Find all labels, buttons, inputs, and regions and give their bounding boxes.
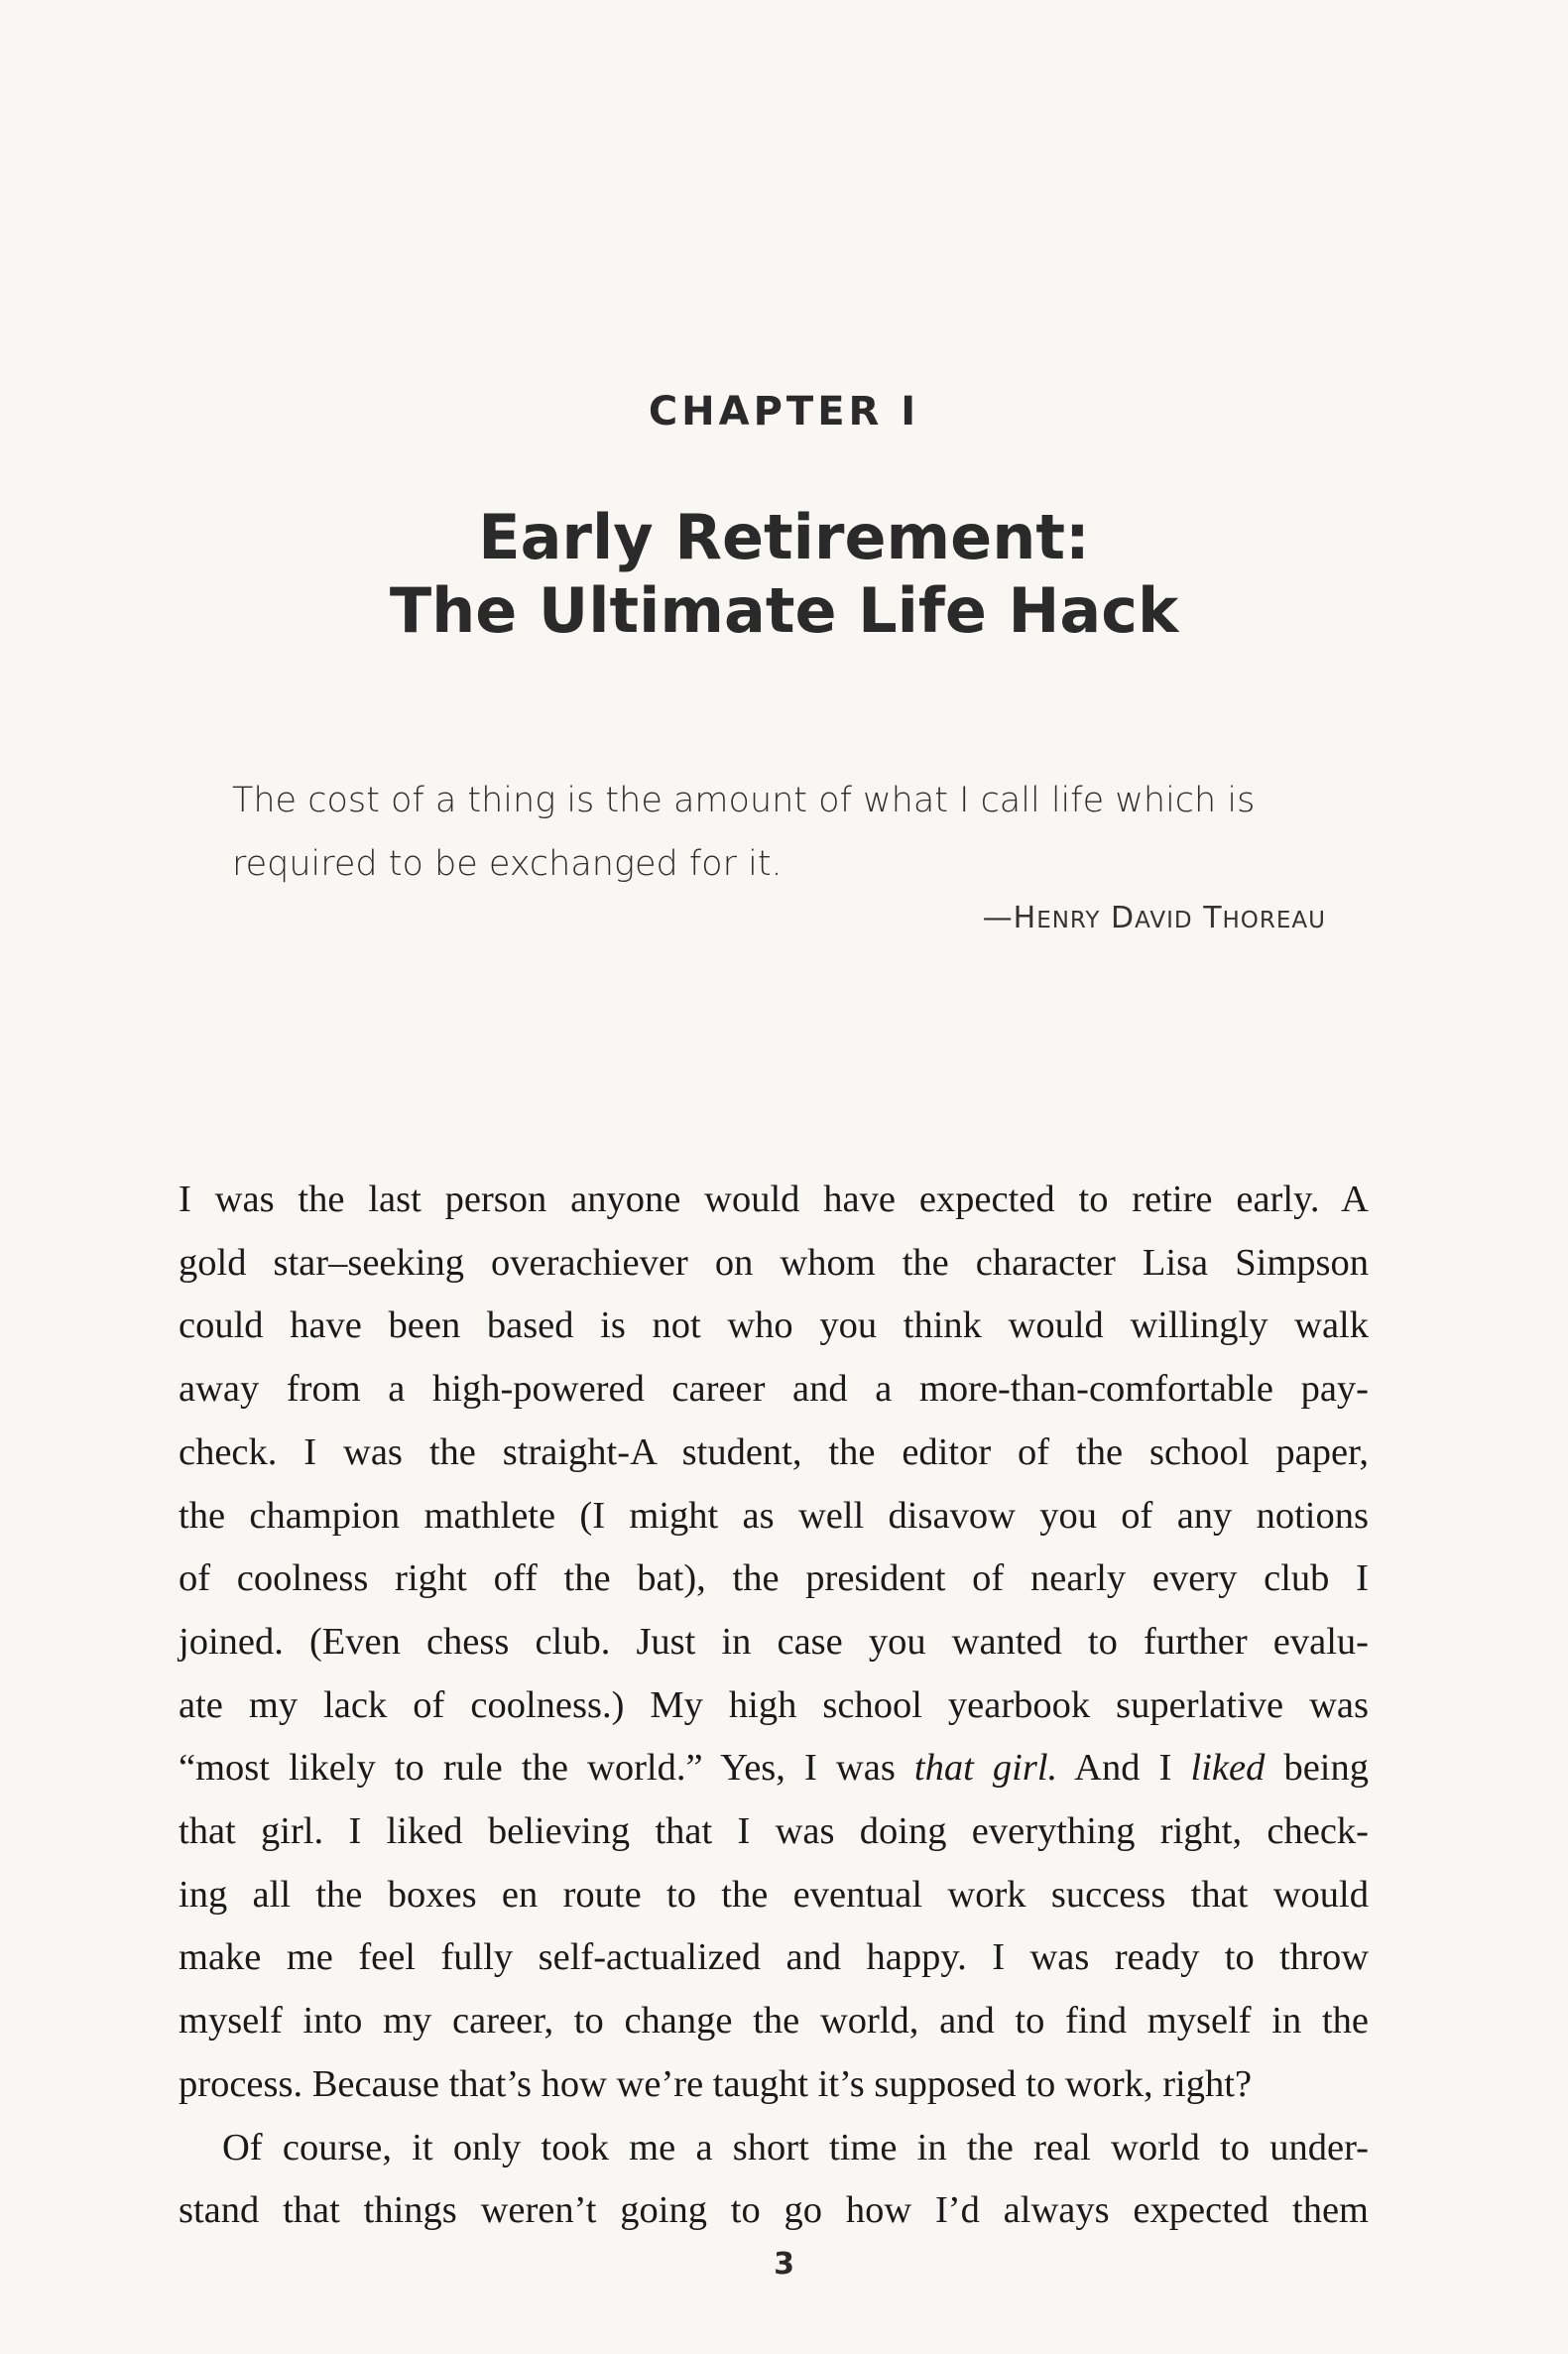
epigraph-attribution	[983, 901, 1326, 935]
body-line-with-emphasis	[179, 1737, 1369, 1800]
body-text-segment: “most likely to rule the world.” Yes, I was	[179, 1747, 914, 1790]
body-line: process. Because that’s how we’re taught it’s supposed to work, right?	[179, 2062, 1253, 2105]
body-line: check. I was the straight-A student, the editor of the school paper,	[179, 1430, 1369, 1473]
body-line: ing all the boxes en route to the eventual work success that would	[179, 1873, 1369, 1916]
body-line: myself into my career, to change the world, and to find myself in the	[179, 2000, 1369, 2043]
body-text-segment: And I	[1057, 1747, 1191, 1790]
body-line: away from a high-powered career and a more-than-comfortable pay-	[179, 1368, 1369, 1411]
body-line: Of course, it only took me a short time in the real world to under-	[222, 2126, 1369, 2168]
body-line: make me feel fully self-actualized and happy. I was ready to throw	[179, 1936, 1369, 1979]
emphasis-liked: liked	[1190, 1747, 1266, 1790]
body-line: could have been based is not who you think would willingly walk	[179, 1304, 1369, 1347]
attribution-text: —HENRY DAVID THOREAU	[982, 901, 1326, 935]
body-line: of coolness right off the bat), the president of nearly every club I	[179, 1557, 1369, 1600]
body-line: gold star–seeking overachiever on whom the character Lisa Simpson	[179, 1241, 1369, 1284]
body-line: ate my lack of coolness.) My high school yearbook superlative was	[179, 1683, 1369, 1726]
page-number: 3	[774, 2247, 794, 2282]
body-text	[179, 1169, 1369, 2243]
epigraph-quote	[232, 769, 1333, 896]
epigraph-line: required to be exchanged for it.	[232, 844, 783, 884]
chapter-title	[0, 501, 1568, 649]
emphasis-that-girl: that girl.	[913, 1747, 1058, 1790]
chapter-title-line-1: Early Retirement:	[478, 501, 1090, 573]
body-line: the champion mathlete (I might as well disavow you of any notions	[179, 1494, 1369, 1537]
body-line: stand that things weren’t going to go how I’d always expected them	[179, 2189, 1369, 2232]
body-line: I was the last person anyone would have expected to retire early. A	[179, 1178, 1369, 1220]
body-line: joined. (Even chess club. Just in case you wanted to further evalu-	[179, 1620, 1369, 1663]
body-text-segment: being	[1265, 1747, 1369, 1790]
epigraph-line: The cost of a thing is the amount of what I call life which is	[232, 781, 1256, 820]
chapter-label: CHAPTER I	[648, 389, 920, 434]
chapter-title-line-2: The Ultimate Life Hack	[389, 574, 1179, 648]
body-line: that girl. I liked believing that I was doing everything right, check-	[179, 1810, 1369, 1853]
